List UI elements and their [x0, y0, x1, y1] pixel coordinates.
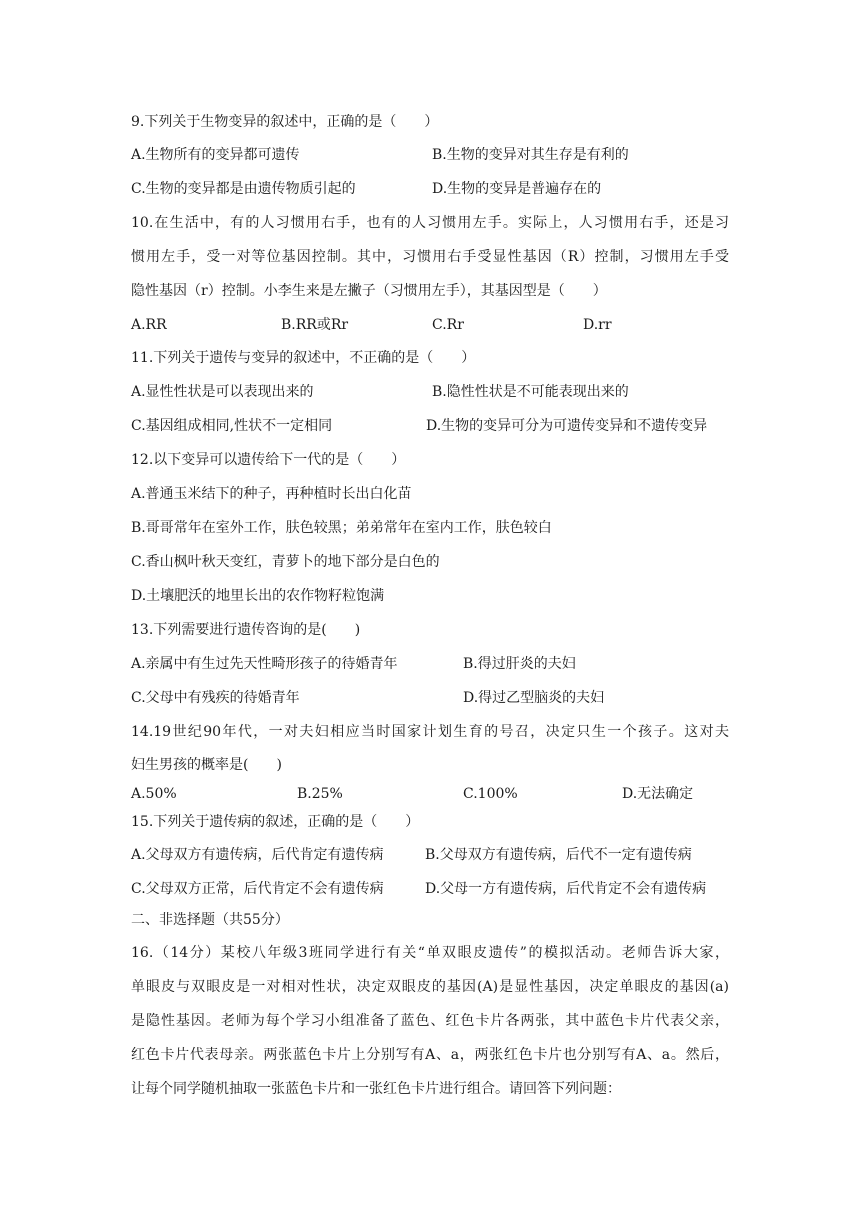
- q16-line-5: 让每个同学随机抽取一张蓝色卡片和一张红色卡片进行组合。请回答下列问题：: [131, 1081, 621, 1097]
- q12-stem: 12.以下变异可以遗传给下一代的是（ ）: [131, 452, 406, 468]
- q14-option-d: D.无法确定: [622, 786, 694, 802]
- q16-line-2: 单眼皮与双眼皮是一对相对性状，决定双眼皮的基因(A)是显性基因，决定单眼皮的基因(a): [131, 979, 729, 995]
- q9-option-d: D.生物的变异是普遍存在的: [432, 181, 602, 197]
- q14-option-b: B.25%: [297, 786, 343, 802]
- q13-option-c: C.父母中有残疾的待婚青年: [131, 690, 300, 706]
- q15-option-c: C.父母双方正常，后代肯定不会有遗传病: [131, 881, 384, 897]
- q16-line-3: 是隐性基因。老师为每个学习小组准备了蓝色、红色卡片各两张，其中蓝色卡片代表父亲，: [131, 1013, 729, 1029]
- section-heading: 二、非选择题（共55分）: [131, 912, 289, 928]
- q10-stem-line-3: 隐性基因（r）控制。小李生来是左撇子（习惯用左手），其基因型是（ ）: [131, 283, 607, 299]
- q13-options-row-1: [131, 655, 731, 673]
- q12-option-a: A.普通玉米结下的种子，再种植时长出白化苗: [131, 486, 412, 502]
- q10-option-b: B.RR或Rr: [281, 317, 349, 333]
- q11-options-row-1: [131, 383, 731, 401]
- q11-option-a: A.显性性状是可以表现出来的: [131, 384, 314, 400]
- q14-options-row: [131, 785, 731, 803]
- q9-option-b: B.生物的变异对其生存是有利的: [432, 147, 629, 163]
- q15-stem: 15.下列关于遗传病的叙述，正确的是（ ）: [131, 814, 420, 830]
- q11-option-d: D.生物的变异可分为可遗传变异和不遗传变异: [426, 418, 708, 434]
- q10-stem-line-2: 惯用左手，受一对等位基因控制。其中，习惯用右手受显性基因（R）控制，习惯用左手受: [131, 249, 729, 265]
- q10-options-row: [131, 316, 731, 334]
- q11-option-b: B.隐性性状是不可能表现出来的: [432, 384, 629, 400]
- q11-option-c: C.基因组成相同,性状不一定相同: [131, 418, 333, 434]
- q15-option-d: D.父母一方有遗传病，后代肯定不会有遗传病: [425, 881, 707, 897]
- q15-options-row-2: [131, 880, 731, 898]
- q9-option-c: C.生物的变异都是由遗传物质引起的: [131, 181, 356, 197]
- q16-line-1: 16.（14分）某校八年级3班同学进行有关“单双眼皮遗传”的模拟活动。老师告诉大家，: [131, 945, 729, 961]
- q9-options-row-2: [131, 180, 731, 198]
- q14-option-c: C.100%: [463, 786, 518, 802]
- q9-option-a: A.生物所有的变异都可遗传: [131, 147, 300, 163]
- q9-stem: 9.下列关于生物变异的叙述中，正确的是（ ）: [131, 114, 439, 130]
- q14-stem-line-2: 妇生男孩的概率是( ): [131, 757, 282, 773]
- q15-option-b: B.父母双方有遗传病，后代不一定有遗传病: [425, 847, 692, 863]
- q11-options-row-2: [131, 417, 731, 435]
- q13-stem: 13.下列需要进行遗传咨询的是( ): [131, 622, 361, 638]
- q12-option-d: D.土壤肥沃的地里长出的农作物籽粒饱满: [131, 588, 385, 604]
- q12-option-b: B.哥哥常年在室外工作，肤色较黑；弟弟常年在室内工作，肤色较白: [131, 520, 552, 536]
- q13-options-row-2: [131, 689, 731, 707]
- q16-line-4: 红色卡片代表母亲。两张蓝色卡片上分别写有A、a，两张红色卡片也分别写有A、a。然后，: [131, 1047, 729, 1063]
- q13-option-b: B.得过肝炎的夫妇: [463, 656, 576, 672]
- q12-option-c: C.香山枫叶秋天变红，青萝卜的地下部分是白色的: [131, 554, 440, 570]
- q13-option-d: D.得过乙型脑炎的夫妇: [463, 690, 605, 706]
- q15-option-a: A.父母双方有遗传病，后代肯定有遗传病: [131, 847, 384, 863]
- q10-stem-line-1: 10.在生活中，有的人习惯用右手，也有的人习惯用左手。实际上，人习惯用右手，还是习: [131, 215, 729, 231]
- q10-option-d: D.rr: [583, 317, 612, 333]
- q13-option-a: A.亲属中有生过先天性畸形孩子的待婚青年: [131, 656, 398, 672]
- q11-stem: 11.下列关于遗传与变异的叙述中，不正确的是（ ）: [131, 350, 476, 366]
- q14-stem-line-1: 14.19世纪90年代，一对夫妇相应当时国家计划生育的号召，决定只生一个孩子。这对夫: [131, 724, 729, 740]
- q10-option-c: C.Rr: [432, 317, 464, 333]
- q14-option-a: A.50%: [131, 786, 177, 802]
- q9-options-row-1: [131, 146, 731, 164]
- q10-option-a: A.RR: [131, 317, 167, 333]
- q15-options-row-1: [131, 846, 731, 864]
